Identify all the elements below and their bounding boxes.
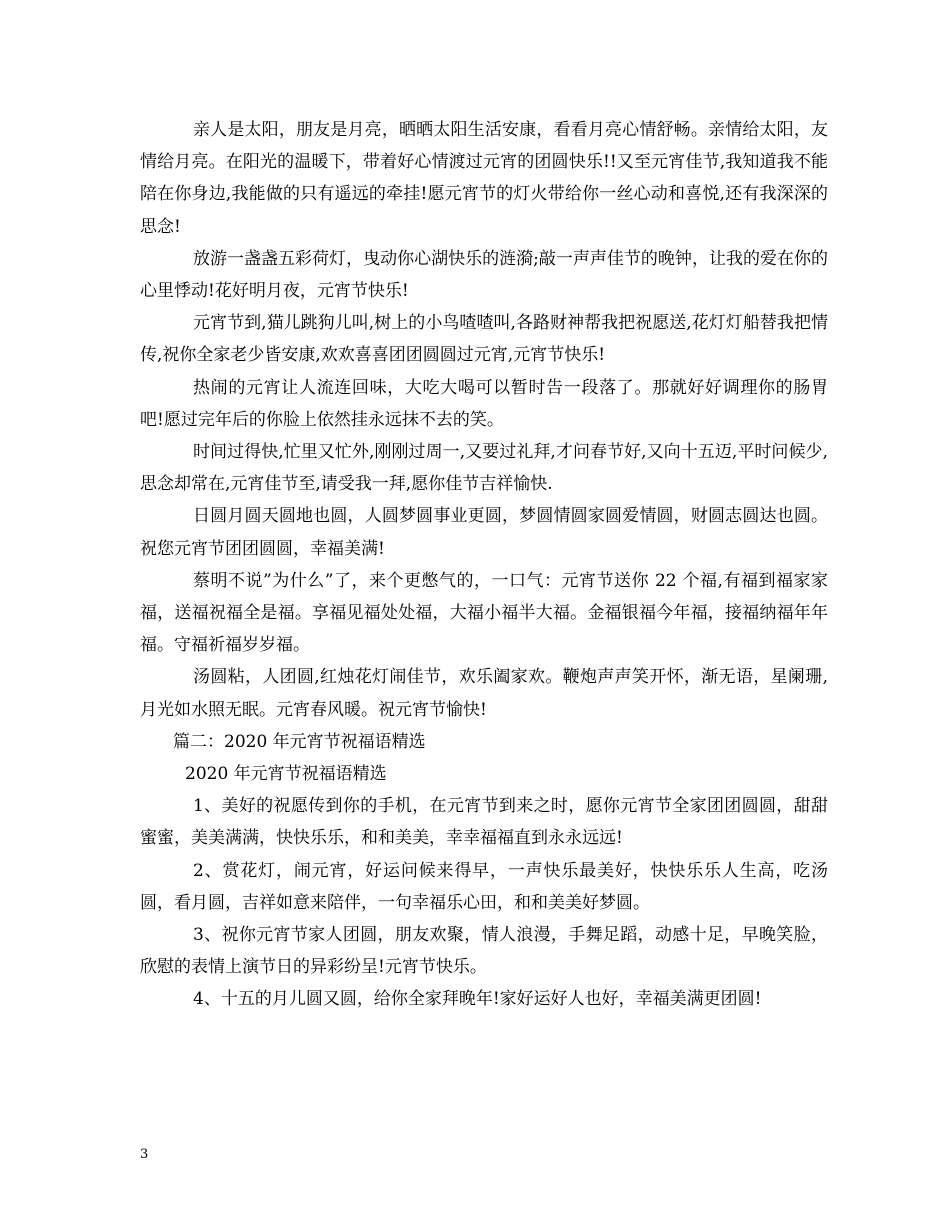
list-item-1: 1、美好的祝愿传到你的手机，在元宵节到来之时，愿你元宵节全家团团圆圆，甜甜蜜蜜，美美满满，快快乐乐，和和美美，幸幸福福直到永永远远! bbox=[140, 796, 828, 849]
document-body bbox=[140, 114, 828, 1016]
section-subheading: 2020 年元宵节祝福语精选 bbox=[185, 764, 387, 785]
paragraph-sun-moon: 亲人是太阳，朋友是月亮，晒晒太阳生活安康，看看月亮心情舒畅。亲情给太阳，友情给月亮。在阳光的温暖下，带着好心情渡过元宵的团圆快乐!!又至元宵佳节,我知道我不能陪在你身边,我能做的只有遥远的牵挂!愿元宵节的灯火带给你一丝心动和喜悦,还有我深深的思念! bbox=[140, 120, 828, 237]
paragraph-lotus-lamp: 放游一盏盏五彩荷灯，曳动你心湖快乐的涟漪;敲一声声佳节的晚钟，让我的爱在你的心里悸动!花好明月夜，元宵节快乐! bbox=[140, 248, 828, 302]
paragraph-time-flies: 时间过得快,忙里又忙外,刚刚过周一,又要过礼拜,才问春节好,又向十五迈,平时问候少,思念却常在,元宵佳节至,请受我一拜,愿你佳节吉祥愉快. bbox=[140, 442, 828, 495]
paragraph-lively-lantern: 热闹的元宵让人流连回味，大吃大喝可以暂时告一段落了。那就好好调理你的肠胃吧!愿过完年后的你脸上依然挂永远抹不去的笑。 bbox=[140, 377, 828, 430]
page-number: 3 bbox=[140, 1147, 149, 1162]
paragraph-cats-dogs: 元宵节到,猫儿跳狗儿叫,树上的小鸟喳喳叫,各路财神帮我把祝愿送,花灯灯船替我把情传,祝你全家老少皆安康,欢欢喜喜团团圆圆过元宵,元宵节快乐! bbox=[140, 313, 828, 366]
list-item-3: 3、祝你元宵节家人团圆，朋友欢聚，情人浪漫，手舞足蹈，动感十足，早晚笑脸，欣慰的表情上演节日的异彩纷呈!元宵节快乐。 bbox=[140, 925, 828, 978]
list-item-2: 2、赏花灯，闹元宵，好运问候来得早，一声快乐最美好，快快乐乐人生高，吃汤圆，看月圆，吉祥如意来陪伴，一句幸福乐心田，和和美美好梦圆。 bbox=[140, 860, 828, 913]
section-heading: 篇二：2020 年元宵节祝福语精选 bbox=[173, 731, 426, 752]
paragraph-tangyuan: 汤圆粘，人团圆,红烛花灯闹佳节，欢乐阖家欢。鞭炮声声笑开怀，渐无语，星阑珊,月光如水照无眠。元宵春风暖。祝元宵节愉快! bbox=[140, 667, 828, 720]
list-item-4: 4、十五的月儿圆又圆，给你全家拜晚年!家好运好人也好，幸福美满更团圆! bbox=[193, 989, 762, 1010]
paragraph-blessings: 蔡明不说”为什么”了，来个更憋气的，一口气：元宵节送你 22 个福,有福到福家家福，送福祝福全是福。享福见福处处福，大福小福半大福。金福银福今年福，接福纳福年年福。守福祈福岁岁福。 bbox=[140, 570, 828, 656]
paragraph-round-moon: 日圆月圆天圆地也圆，人圆梦圆事业更圆，梦圆情圆家圆爱情圆，财圆志圆达也圆。祝您元宵节团团圆圆，幸福美满! bbox=[140, 506, 828, 559]
